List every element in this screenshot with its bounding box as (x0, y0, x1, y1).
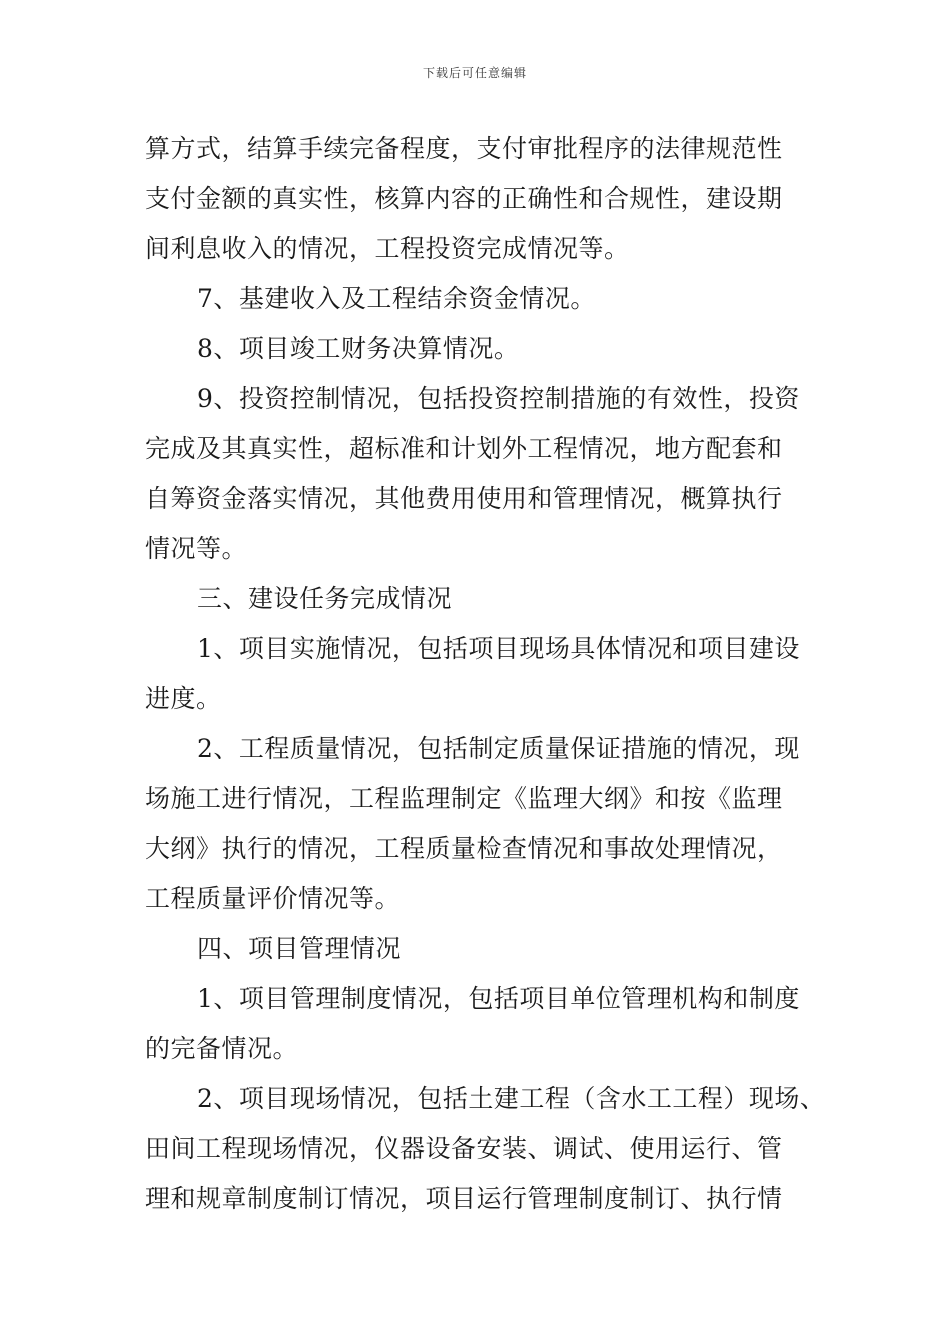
text-line: 工程质量评价情况等。 (145, 884, 401, 913)
text-line: 8、项目竣工财务决算情况。 (197, 334, 520, 363)
text-line: 1、项目管理制度情况，包括项目单位管理机构和制度 (197, 984, 800, 1013)
text-line: 情况等。 (145, 534, 248, 563)
text-line: 进度。 (145, 684, 222, 713)
text-line: 大纲》执行的情况，工程质量检查情况和事故处理情况， (145, 834, 783, 863)
text-line: 间利息收入的情况，工程投资完成情况等。 (145, 234, 630, 263)
body-text (145, 124, 826, 1224)
text-line: 的完备情况。 (145, 1034, 299, 1063)
text-line: 自筹资金落实情况，其他费用使用和管理情况，概算执行 (145, 484, 783, 513)
text-line: 田间工程现场情况，仪器设备安装、调试、使用运行、管 (145, 1134, 783, 1163)
text-line: 场施工进行情况，工程监理制定《监理大纲》和按《监理 (145, 784, 783, 813)
text-line: 完成及其真实性，超标准和计划外工程情况，地方配套和 (145, 434, 783, 463)
text-line: 理和规章制度制订情况，项目运行管理制度制订、执行情 (145, 1184, 783, 1213)
text-line: 9、投资控制情况，包括投资控制措施的有效性，投资 (197, 384, 800, 413)
text-line: 1、项目实施情况，包括项目现场具体情况和项目建设 (197, 634, 800, 663)
text-line: 2、工程质量情况，包括制定质量保证措施的情况，现 (197, 734, 800, 763)
text-line: 算方式，结算手续完备程度，支付审批程序的法律规范性 (145, 134, 783, 163)
page-header-note: 下载后可任意编辑 (422, 66, 527, 80)
text-line: 支付金额的真实性，核算内容的正确性和合规性，建设期 (145, 184, 783, 213)
text-line: 2、项目现场情况，包括土建工程（含水工工程）现场、 (197, 1084, 826, 1113)
section-heading: 四、项目管理情况 (197, 934, 402, 963)
text-line: 7、基建收入及工程结余资金情况。 (197, 284, 596, 313)
section-heading: 三、建设任务完成情况 (197, 584, 453, 613)
